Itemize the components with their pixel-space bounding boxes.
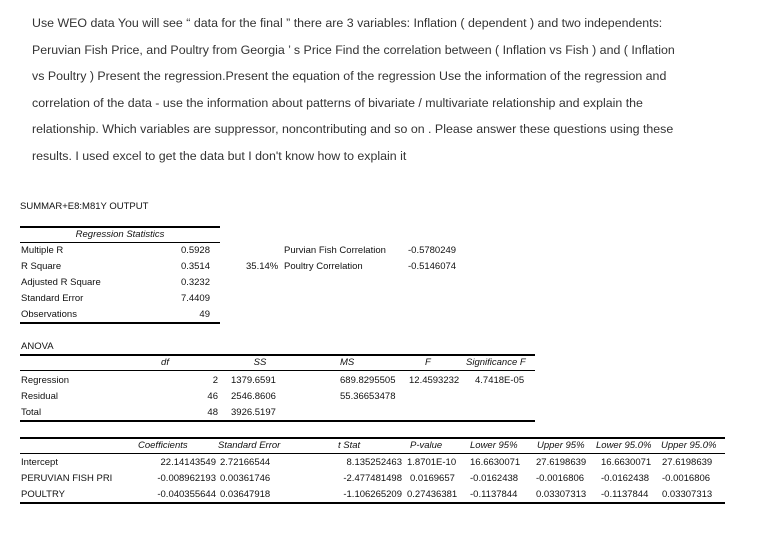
question-text	[32, 10, 732, 169]
coef-cell: -2.477481498	[343, 473, 402, 484]
coef-cell: 1.8701E-10	[407, 457, 457, 468]
coef-cell: -0.0016806	[662, 473, 711, 484]
coef-cell: 2.72166544	[220, 457, 271, 468]
coef-cell: -0.040355644	[157, 489, 216, 500]
coef-row-label: Intercept	[21, 457, 58, 468]
anova-header-ms: MS	[340, 357, 355, 368]
divider	[20, 242, 220, 243]
anova-ss: 3926.5197	[231, 407, 276, 418]
anova-significance: 4.7418E-05	[475, 375, 525, 386]
stat-value: 49	[199, 309, 210, 320]
question-line: relationship. Which variables are suppressor, noncontributing and so on . Please answer these questions using these	[32, 122, 674, 136]
coef-cell: -0.1137844	[601, 489, 649, 500]
divider	[20, 322, 220, 324]
anova-header-f: F	[425, 357, 431, 368]
anova-df: 2	[212, 375, 218, 386]
anova-row-label: Total	[21, 407, 42, 418]
anova-header-df: df	[161, 357, 169, 368]
r-square-percent: 35.14%	[246, 261, 279, 272]
stat-value: 0.3232	[180, 277, 210, 288]
coef-header-t-stat: t Stat	[338, 440, 361, 451]
question-line: vs Poultry ) Present the regression.Present the equation of the regression Use the information of the regression and	[32, 69, 667, 83]
anova-header-ss: SS	[253, 357, 267, 368]
coef-cell: 0.03307313	[662, 489, 713, 500]
regression-output-sheet	[0, 188, 770, 543]
coef-cell: 16.6630071	[470, 457, 521, 468]
anova-df: 48	[207, 407, 218, 418]
coef-cell: 0.03307313	[536, 489, 587, 500]
coef-cell: 16.6630071	[601, 457, 652, 468]
coef-cell: 0.03647918	[220, 489, 271, 500]
stat-label: Standard Error	[21, 293, 84, 304]
coef-header-lower-95: Lower 95%	[470, 440, 518, 451]
stat-label: Observations	[21, 309, 77, 320]
fish-correlation-value: -0.5780249	[408, 245, 457, 256]
question-line: correlation of the data - use the information about patterns of bivariate / multivariate relationship and explain the	[32, 95, 643, 110]
poultry-correlation-label: Poultry Correlation	[284, 261, 363, 272]
divider	[20, 420, 535, 422]
question-line: Peruvian Fish Price, and Poultry from Georgia ’ s Price Find the correlation between ( Inflation vs Fish ) and ( Inflation	[32, 42, 675, 57]
anova-ms: 689.8295505	[340, 375, 396, 386]
stat-value: 0.5928	[180, 245, 210, 256]
question-line: results. I used excel to get the data but I don't know how to explain it	[32, 148, 407, 163]
coef-cell: 0.0169657	[410, 473, 455, 484]
stat-label: Multiple R	[21, 245, 64, 256]
coef-header-standard-error: Standard Error	[218, 440, 281, 451]
stat-value: 7.4409	[180, 293, 210, 304]
divider	[20, 370, 535, 371]
regression-statistics-header: Regression Statistics	[75, 229, 165, 240]
coef-header-lower-95-0: Lower 95.0%	[596, 440, 652, 451]
stat-label: R Square	[21, 261, 62, 272]
anova-title: ANOVA	[21, 341, 54, 352]
stat-value: 0.3514	[180, 261, 210, 272]
divider	[20, 453, 725, 454]
anova-header-significance: Significance F	[466, 357, 526, 368]
coef-header-upper-95: Upper 95%	[537, 440, 585, 451]
coef-cell: 22.14143549	[160, 457, 216, 468]
anova-ss: 2546.8606	[231, 391, 276, 402]
coef-cell: 0.27436381	[407, 489, 458, 500]
anova-df: 46	[207, 391, 218, 402]
coef-cell: 27.6198639	[662, 457, 713, 468]
stat-label: Adjusted R Square	[21, 277, 101, 288]
sheet-title: SUMMAR+E8:M81Y OUTPUT	[20, 201, 149, 212]
question-line: Use WEO data You will see “ data for the final ” there are 3 variables: Inflation ( dependent ) and two independents:	[32, 16, 663, 30]
coef-cell: -0.0162438	[601, 473, 650, 484]
coef-row-label: POULTRY	[21, 489, 65, 500]
coef-cell: -0.1137844	[470, 489, 518, 500]
coef-cell: 27.6198639	[536, 457, 587, 468]
anova-ms: 55.36653478	[340, 391, 396, 402]
coef-cell: -0.0162438	[470, 473, 519, 484]
poultry-correlation-value: -0.5146074	[408, 261, 457, 272]
coef-cell: 8.135252463	[346, 457, 402, 468]
anova-row-label: Regression	[21, 375, 70, 386]
coef-header-p-value: P-value	[410, 440, 443, 451]
anova-f: 12.4593232	[409, 375, 460, 386]
anova-ss: 1379.6591	[231, 375, 276, 386]
anova-row-label: Residual	[21, 391, 58, 402]
coef-header-upper-95-0: Upper 95.0%	[661, 440, 717, 451]
coef-row-label: PERUVIAN FISH PRI	[21, 473, 113, 484]
coef-cell: -1.106265209	[343, 489, 402, 500]
coef-cell: -0.0016806	[536, 473, 585, 484]
coef-header-coefficients: Coefficients	[138, 440, 188, 451]
coef-cell: 0.00361746	[220, 473, 271, 484]
fish-correlation-label: Purvian Fish Correlation	[284, 245, 386, 256]
divider	[20, 502, 725, 504]
coef-cell: -0.008962193	[157, 473, 216, 484]
